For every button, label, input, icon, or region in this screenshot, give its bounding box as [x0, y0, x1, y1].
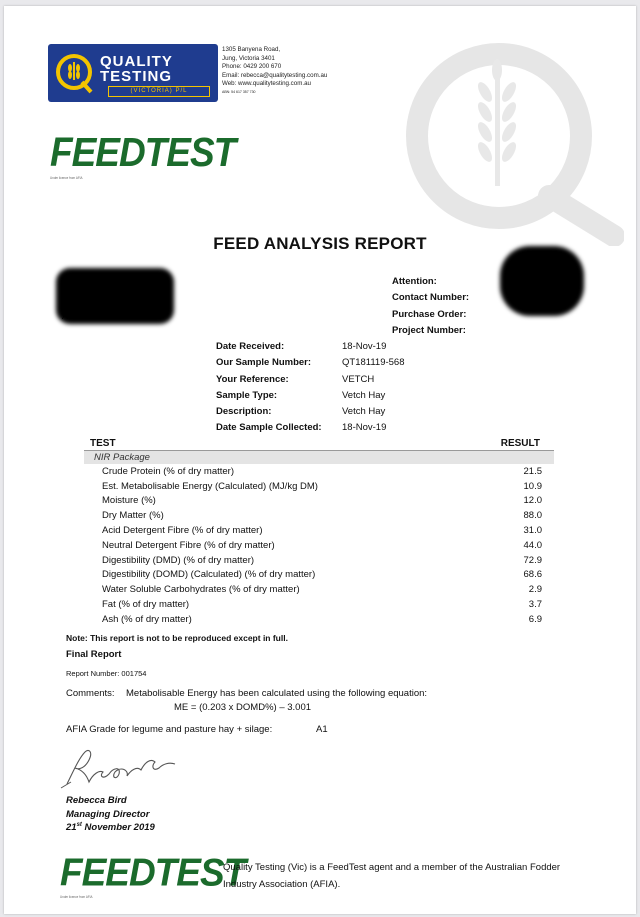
date-rest: November 2019	[81, 822, 155, 834]
web-line: Web: www.qualitytesting.com.au	[222, 80, 311, 88]
date-collected-label: Date Sample Collected:	[216, 422, 322, 434]
sample-details	[216, 339, 322, 437]
test-name: Acid Detergent Fibre (% of dry matter)	[102, 525, 263, 537]
redaction-left	[56, 268, 174, 324]
address-line: 1305 Banyena Road,	[222, 46, 281, 53]
company-address	[222, 46, 327, 95]
q-wheat-watermark-icon	[399, 36, 624, 246]
test-result: 72.9	[523, 554, 542, 566]
comments-text: Metabolisable Energy has been calculated using the following equation:	[126, 688, 428, 699]
signatory-name: Rebecca Bird	[66, 795, 127, 806]
description-label: Description:	[216, 406, 272, 418]
results-table	[84, 438, 554, 627]
redaction-right	[500, 246, 584, 316]
test-name: Digestibility (DMD) (% of dry matter)	[102, 554, 255, 566]
test-name: Moisture (%)	[102, 495, 156, 507]
signatory-title: Managing Director	[66, 809, 150, 820]
quality-testing-logo	[48, 44, 218, 102]
table-row	[84, 568, 554, 583]
test-result: 3.7	[528, 599, 542, 611]
q-emblem-icon	[54, 50, 94, 96]
table-row	[84, 582, 554, 597]
sample-type-label: Sample Type:	[216, 389, 278, 401]
table-row	[84, 553, 554, 568]
your-reference-value: VETCH	[342, 373, 375, 385]
feedtest-logo-footer	[60, 851, 245, 899]
final-report-label: Final Report	[66, 649, 122, 660]
reproduction-note: Note: This report is not to be reproduced except in full.	[66, 633, 288, 643]
comments-label: Comments:	[66, 688, 115, 699]
table-row	[84, 479, 554, 494]
date-received-value: 18-Nov-19	[342, 341, 387, 352]
report-title: FEED ANALYSIS REPORT	[213, 234, 427, 253]
date-collected-value: 18-Nov-19	[342, 422, 387, 434]
footer-text: Quality Testing (Vic) is a FeedTest agent and a member of the Australian Fodder Industry Association (AFIA).	[223, 862, 561, 890]
contact-fields	[392, 274, 469, 340]
email-line: Email: rebecca@qualitytesting.com.au	[222, 71, 328, 79]
test-result: 2.9	[528, 584, 542, 596]
test-name: Neutral Detergent Fibre (% of dry matter)	[102, 539, 275, 551]
signature-icon	[59, 744, 189, 790]
feedtest-tagline: Under licence from AFIA	[60, 894, 93, 900]
test-result: 6.9	[528, 613, 542, 625]
description-value: Vetch Hay	[342, 406, 386, 418]
table-row	[84, 523, 554, 538]
test-column-header: TEST	[90, 438, 116, 449]
logo-word-testing: TESTING	[100, 68, 173, 85]
date-received-label: Date Received:	[216, 341, 285, 352]
table-row	[84, 597, 554, 612]
test-result: 88.0	[523, 510, 542, 522]
test-result: 31.0	[523, 525, 542, 537]
sample-values	[342, 339, 405, 437]
test-result: 10.9	[523, 480, 542, 492]
attention-label: Attention:	[392, 276, 437, 287]
abn-line: ABN: 54 617 357 730	[222, 89, 256, 94]
address-line: Jung, Victoria 3401	[222, 54, 275, 62]
test-name: Crude Protein (% of dry matter)	[102, 465, 234, 477]
test-name: Fat (% of dry matter)	[102, 599, 190, 611]
your-reference-label: Your Reference:	[216, 373, 289, 385]
signature-date	[66, 822, 155, 833]
result-column-header: RESULT	[500, 438, 540, 449]
date-suffix: st	[76, 822, 82, 828]
table-row	[84, 494, 554, 509]
contact-number-label: Contact Number:	[392, 292, 470, 304]
table-row	[84, 538, 554, 553]
table-row	[84, 464, 554, 479]
table-row	[84, 612, 554, 627]
table-row	[84, 508, 554, 523]
address-line: Phone: 0429 200 670	[222, 63, 282, 71]
comments-equation: ME = (0.203 x DOMD%) – 3.001	[174, 702, 312, 713]
test-name: Dry Matter (%)	[102, 510, 164, 522]
feedtest-tagline: Under licence from AFIA	[50, 175, 83, 181]
project-number-label: Project Number:	[392, 325, 466, 337]
test-name: Water Soluble Carbohydrates (% of dry matter)	[102, 584, 300, 596]
purchase-order-label: Purchase Order:	[392, 308, 467, 320]
results-header-row	[84, 438, 554, 451]
afia-grade-value: A1	[316, 724, 328, 735]
package-row	[84, 451, 554, 465]
test-result: 12.0	[523, 495, 542, 507]
package-name: NIR Package	[84, 451, 554, 465]
test-result: 68.6	[523, 569, 542, 581]
report-page	[4, 6, 636, 914]
sample-type-value: Vetch Hay	[342, 389, 386, 401]
test-name: Digestibility (DOMD) (Calculated) (% of dry matter)	[102, 569, 316, 581]
feedtest-brand-name: FEEDTEST	[50, 129, 236, 175]
test-result: 21.5	[523, 465, 542, 477]
feedtest-brand-name: FEEDTEST	[60, 850, 246, 894]
report-number: Report Number: 001754	[66, 669, 147, 678]
logo-word-quality: QUALITY	[100, 53, 173, 70]
test-name: Est. Metabolisable Energy (Calculated) (MJ/kg DM)	[102, 480, 318, 492]
logo-subtitle: (VICTORIA) P/L	[108, 86, 210, 97]
test-result: 44.0	[523, 539, 542, 551]
sample-number-value: QT181119-568	[342, 357, 405, 369]
feedtest-logo-top	[50, 130, 235, 181]
date-day: 21	[66, 822, 77, 834]
afia-grade-label: AFIA Grade for legume and pasture hay + silage:	[66, 724, 273, 735]
sample-number-label: Our Sample Number:	[216, 357, 312, 369]
test-name: Ash (% of dry matter)	[102, 613, 192, 625]
